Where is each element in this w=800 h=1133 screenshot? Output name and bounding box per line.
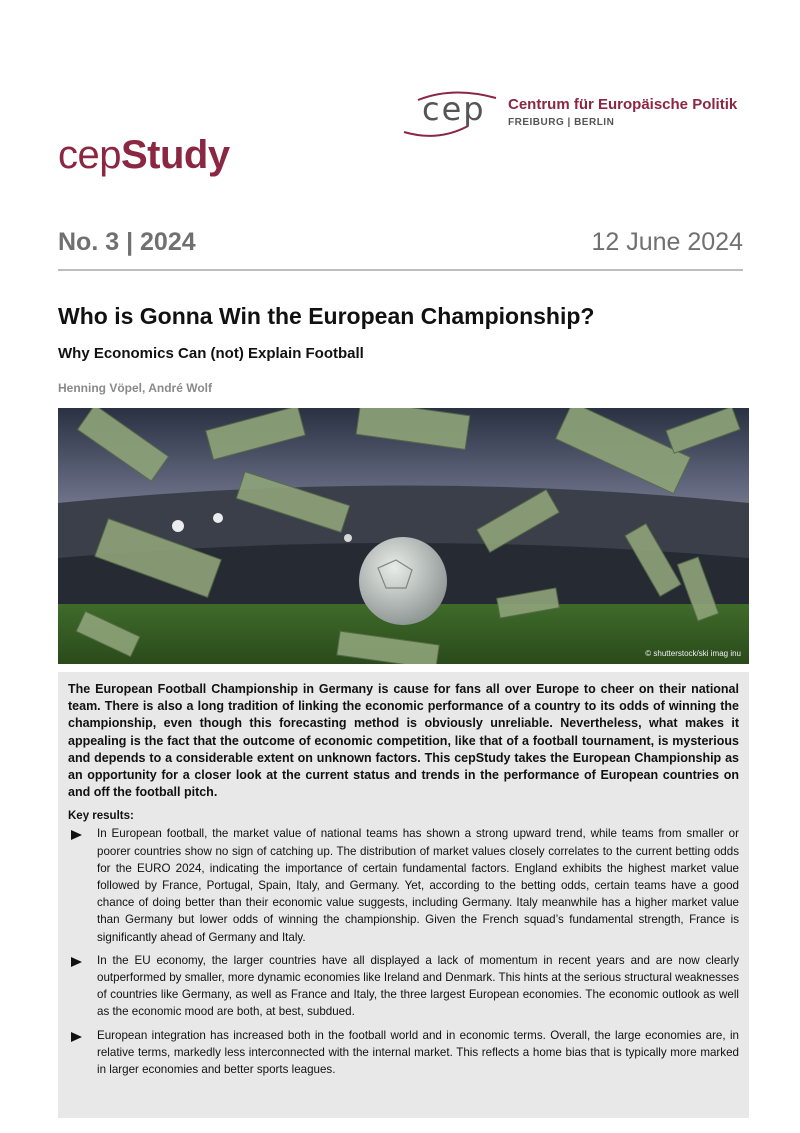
header-divider <box>58 269 743 271</box>
logo-cities: FREIBURG | BERLIN <box>508 117 615 128</box>
series-prefix: cep <box>58 133 121 177</box>
document-subtitle: Why Economics Can (not) Explain Football <box>58 345 364 362</box>
logo-organization-name: Centrum für Europäische Politik <box>508 96 738 113</box>
arrow-bullet-icon <box>71 957 82 967</box>
key-result-text: In European football, the market value of national teams has shown a strong upward trend, while teams from smaller or poorer countries show no sign of catching up. The distribution of market values closely correlates to the current betting odds for the EURO 2024, indicating the importance of certain fundamental factors. England exhibits the highest market value followed by France, Portugal, Spain, Italy, and Germany. Yet, according to the betting odds, certain teams have a good chance of doing better than their economic value suggests, including Germany. Italy meanwhile has a higher market value than Germany but lower odds of winning the championship. Given the French squad’s fundamental strength, France is significantly ahead of Germany and Italy. <box>97 827 739 944</box>
key-result-text: European integration has increased both in the football world and in economic terms. Overall, the large economies are, in relative terms, markedly less interconnected with the internal market. This reflects a home bias that is typically more marked in larger economies and better sports leagues. <box>97 1028 739 1077</box>
publication-date: 12 June 2024 <box>591 228 743 256</box>
issue-number: No. 3 | 2024 <box>58 228 196 256</box>
key-result-item <box>68 952 739 1021</box>
series-name: Study <box>121 133 230 177</box>
series-label <box>58 133 230 178</box>
document-title: Who is Gonna Win the European Championship? <box>58 303 595 329</box>
key-result-item <box>68 1027 739 1079</box>
abstract-box <box>58 672 749 1118</box>
logo-wordmark: cep <box>422 90 486 128</box>
cep-logo <box>398 86 758 138</box>
authors: Henning Vöpel, André Wolf <box>58 381 212 395</box>
stadium-money-illustration <box>58 408 749 664</box>
image-credit: © shutterstock/ski imag inu <box>645 649 741 658</box>
arrow-bullet-icon <box>71 1032 82 1042</box>
key-results-heading: Key results: <box>68 810 134 823</box>
key-result-text: In the EU economy, the larger countries have all displayed a lack of momentum in recent years and are now clearly outperformed by smaller, more dynamic economies like Ireland and Denmark. This hints at the serious structural weaknesses of countries like Germany, as well as France and Italy, the three largest European economies. The economic outlook as well as the economic mood are both, at best, subdued. <box>97 953 739 1019</box>
arrow-bullet-icon <box>71 830 82 840</box>
key-result-item <box>68 825 739 945</box>
hero-image <box>58 408 749 664</box>
abstract-text: The European Football Championship in Germany is cause for fans all over Europe to cheer on their national team. There is also a long tradition of linking the economic performance of a country to its odds of winning the championship, even though this forecasting method is obviously unreliable. Nevertheless, what makes it appealing is the fact that the outcome of economic competition, like that of a football tournament, is mysterious and depends to a considerable extent on unknown factors. This cepStudy takes the European Championship as an opportunity for a closer look at the current status and trends in the performance of European countries on and off the football pitch. <box>68 682 739 800</box>
